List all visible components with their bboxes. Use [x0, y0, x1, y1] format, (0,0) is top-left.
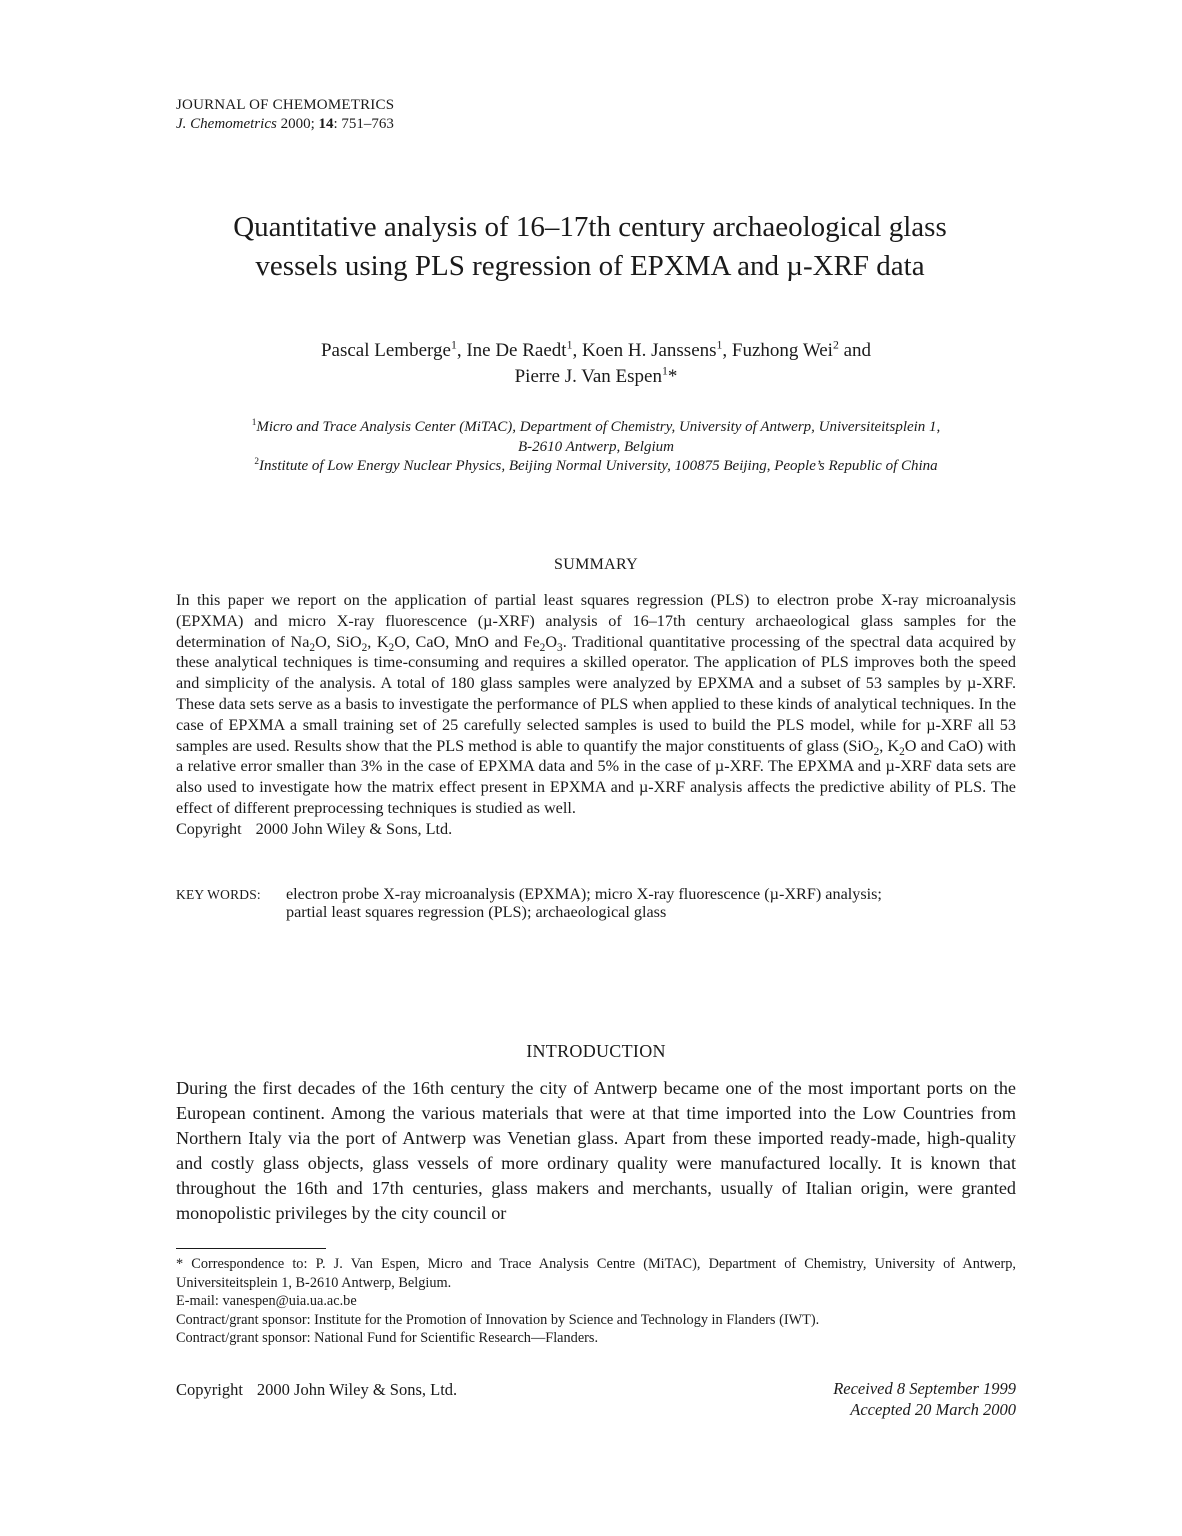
introduction-text: During the first decades of the 16th century the city of Antwerp became one of the most important ports on the European continent. Among the various materials that were at that time imported into the Low Countries from Northern Italy via the port of Antwerp was Venetian glass. Apart from these imported ready-made, high-quality and costly glass objects, glass vessels of more ordinary quality were manufactured locally. It is known that throughout the 16th and 17th centuries, glass makers and merchants, usually of Italian origin, were granted monopolistic privileges by the city council or	[176, 1078, 1016, 1224]
footnotes	[176, 1255, 1016, 1348]
footnote-grant-2: Contract/grant sponsor: National Fund for Scientific Research—Flanders.	[176, 1330, 599, 1346]
copyright-word: Copyright	[176, 819, 242, 838]
affiliation-1-number: 1	[251, 418, 257, 428]
affiliations	[170, 418, 1022, 477]
summary-part: O, CaO, MnO and Fe	[394, 632, 540, 651]
summary-part: O and CaO) with a relative error smaller than 3% in the case of EPXMA data and 5% in the case of µ-XRF. The EPXMA and µ-XRF data sets are also used to investigate how the matrix effect present in EPXMA and µ-XRF analysis affects the predictive ability of PLS. The effect of different preprocessing techniques is studied as well.	[176, 736, 1016, 817]
accepted-date: Accepted 20 March 2000	[850, 1400, 1016, 1419]
affiliation-1-line-1: Micro and Trace Analysis Center (MiTAC), Department of Chemistry, University of Antwerp, Universiteitsplein 1,	[256, 419, 941, 435]
authors-and: and	[838, 340, 872, 361]
citation-journal: J. Chemometrics	[176, 116, 277, 132]
journal-name: JOURNAL OF CHEMOMETRICS	[176, 97, 395, 113]
subscript: 2	[873, 745, 880, 758]
author-4: , Fuzhong Wei	[722, 340, 833, 361]
citation-volume: 14	[318, 116, 334, 132]
authors-line-2	[176, 364, 1016, 390]
summary-text	[176, 590, 1016, 840]
corresponding-mark: *	[667, 366, 678, 387]
title-line-2: vessels using PLS regression of EPXMA and µ-XRF data	[255, 250, 925, 282]
author-1: Pascal Lemberge	[320, 340, 451, 361]
journal-citation	[176, 115, 394, 134]
citation-year: 2000;	[276, 116, 319, 132]
footnote-grant-1: Contract/grant sponsor: Institute for the Promotion of Innovation by Science and Technology in Flanders (IWT).	[176, 1311, 820, 1328]
title-line-1: Quantitative analysis of 16–17th century archaeological glass	[233, 211, 947, 243]
summary-part: O	[545, 632, 558, 651]
keywords	[176, 885, 1016, 921]
subscript: 2	[309, 641, 316, 654]
author-3: , Koen H. Janssens	[572, 340, 717, 361]
copyright-text: 2000 John Wiley & Sons, Ltd.	[255, 819, 453, 838]
footnote-correspondence: * Correspondence to: P. J. Van Espen, Micro and Trace Analysis Centre (MiTAC), Department of Chemistry, University of Antwerp, Universiteitsplein 1, B-2610 Antwerp, Belgium.	[176, 1256, 1016, 1291]
subscript: 3	[557, 641, 563, 654]
summary-part: . Traditional quantitative processing of the spectral data acquired by these analytical techniques is time-consuming and requires a skilled operator. The application of PLS improves both the speed and simplicity of the analysis. A total of 180 glass samples were analyzed by EPXMA and a subset of 53 samples by µ-XRF. These data sets serve as a basis to investigate the performance of PLS when applied to these kinds of analytical techniques. In the case of EPXMA a small training set of 25 carefully selected samples is used to build the PLS model, while for µ-XRF all 53 samples are used. Results show that the PLS method is able to quantify the major constituents of glass (SiO	[176, 632, 1016, 755]
affiliation-2-line-1: Institute of Low Energy Nuclear Physics, Beijing Normal University, 100875 Beijing, People’s Republic of China	[258, 458, 938, 474]
summary-copyright	[176, 819, 1016, 840]
affiliation-1	[170, 418, 1022, 438]
footer-copyright	[176, 1380, 457, 1400]
author-2-affil: 1	[566, 338, 573, 352]
summary-part: In this paper we report on the application of partial least squares regression (PLS) to electron probe X-ray microanalysis (EPXMA) and micro X-ray fluorescence (µ-XRF) analysis of 16–17th century archaeological glass samples for the determination of Na	[176, 591, 1016, 651]
affiliation-2-number: 2	[254, 457, 259, 467]
keywords-line-1: electron probe X-ray microanalysis (EPXMA); micro X-ray fluorescence (µ-XRF) analysis;	[286, 885, 882, 903]
affiliation-1-line-2: B-2610 Antwerp, Belgium	[518, 438, 674, 455]
keywords-label: KEY WORDS:	[176, 887, 261, 902]
summary-heading: SUMMARY	[554, 556, 638, 573]
footer-copyright-text: 2000 John Wiley & Sons, Ltd.	[256, 1380, 458, 1399]
footer-copyright-word: Copyright	[176, 1380, 243, 1399]
subscript: 2	[388, 641, 395, 654]
received-date: Received 8 September 1999	[833, 1379, 1016, 1398]
publication-dates	[833, 1378, 1016, 1420]
subscript: 2	[361, 641, 368, 654]
author-list	[176, 338, 1016, 390]
affiliation-2	[170, 457, 1022, 477]
author-4-affil: 2	[832, 338, 839, 352]
citation-pages: : 751–763	[333, 116, 394, 132]
summary-part: , K	[879, 736, 900, 755]
summary-part: O, SiO	[315, 632, 362, 651]
paper-title	[150, 208, 1030, 286]
footnote-rule	[176, 1248, 326, 1249]
authors-line-1	[176, 338, 1016, 364]
subscript: 2	[539, 641, 546, 654]
keywords-text	[286, 885, 1016, 921]
author-5: Pierre J. Van Espen	[514, 366, 662, 387]
subscript: 2	[899, 745, 905, 758]
footnote-email: E-mail: vanespen@uia.ua.ac.be	[176, 1293, 357, 1309]
author-2: , Ine De Raedt	[456, 340, 567, 361]
introduction-heading: INTRODUCTION	[526, 1041, 666, 1061]
journal-header	[176, 96, 394, 134]
summary-part: , K	[367, 632, 389, 651]
author-5-affil: 1	[662, 364, 668, 378]
author-3-affil: 1	[716, 338, 723, 352]
keywords-line-2: partial least squares regression (PLS); archaeological glass	[286, 903, 667, 921]
author-1-affil: 1	[450, 338, 457, 352]
